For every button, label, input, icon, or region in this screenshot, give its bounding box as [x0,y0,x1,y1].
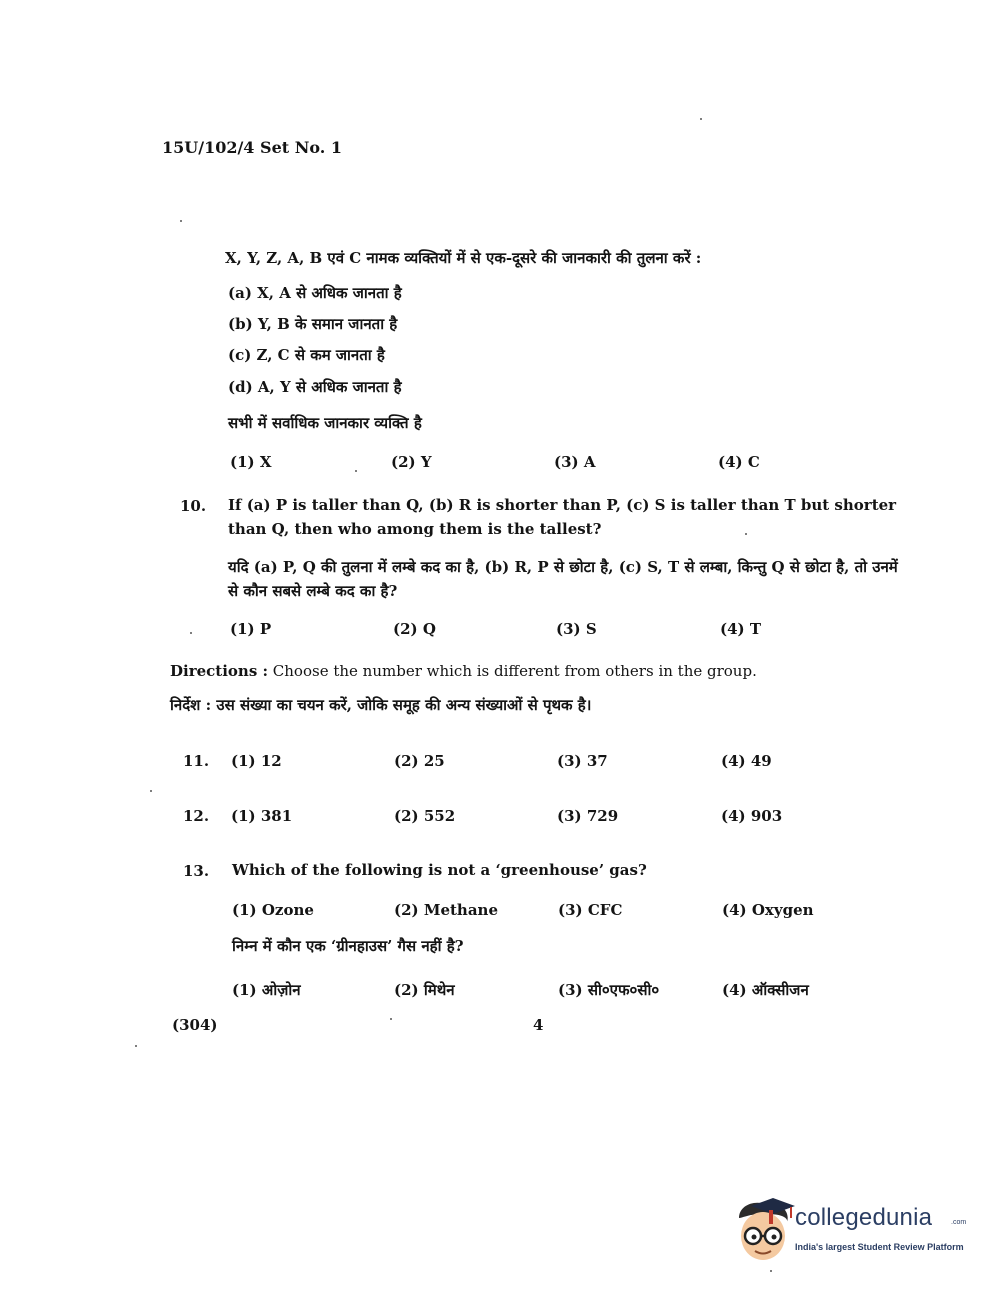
q12-option-4: (4) 903 [721,807,783,825]
q10-option-2: (2) Q [393,620,436,638]
page-number: 4 [533,1016,544,1034]
scan-speck [180,220,182,222]
q10-number: 10. [180,497,207,515]
q13-option-2-hi: (2) मिथेन [394,981,455,999]
q9-statement-b: (b) Y, B के समान जानता है [228,315,398,333]
q9-question: सभी में सर्वाधिक जानकार व्यक्ति है [228,414,422,432]
scan-speck [700,118,702,120]
q10-option-3: (3) S [556,620,597,638]
logo-tagline: India's largest Student Review Platform [795,1242,964,1252]
directions-label-en: Directions : [170,662,269,680]
directions-text-hi: उस संख्या का चयन करें, जोकि समूह की अन्य संख्याओं से पृथक है। [211,696,592,714]
q10-option-1: (1) P [230,620,272,638]
q9-option-3: (3) A [554,453,596,471]
scan-speck [745,533,747,535]
q12-option-3: (3) 729 [557,807,619,825]
paper-code-header: 15U/102/4 Set No. 1 [162,138,342,157]
directions-text-en: Choose the number which is different from others in the group. [268,662,757,680]
scan-speck [190,632,192,634]
q13-option-3-hi: (3) सी०एफ०सी० [558,981,660,999]
q13-option-2-en: (2) Methane [394,901,499,919]
q11-option-1: (1) 12 [231,752,282,770]
q13-option-4-hi: (4) ऑक्सीजन [722,981,809,999]
logo-domain-suffix: .com [951,1219,967,1226]
footer-paper-code: (304) [172,1016,218,1034]
q13-option-1-en: (1) Ozone [232,901,314,919]
q9-option-1: (1) X [230,453,272,471]
q10-text-hi: यदि (a) P, Q की तुलना में लम्बे कद का है, (b) R, P से छोटा है, (c) S, T से लम्बा, किन्तु Q से छोटा है, तो उनमें से कौन सबसे लम्बे कद का है? [228,558,898,600]
q13-option-4-en: (4) Oxygen [722,901,814,919]
q12-number: 12. [183,807,210,825]
q10-option-4: (4) T [720,620,762,638]
q13-number: 13. [183,862,210,880]
q9-option-4: (4) C [718,453,760,471]
q11-option-3: (3) 37 [557,752,608,770]
q10-text-en: If (a) P is taller than Q, (b) R is shorter than P, (c) S is taller than T but shorter than Q, then who among them is the tallest? [228,496,897,538]
q9-stem: X, Y, Z, A, B एवं C नामक व्यक्तियों में से एक-दूसरे की जानकारी की तुलना करें : [225,249,702,267]
directions-en [170,662,757,680]
q9-statement-c: (c) Z, C से कम जानता है [228,346,385,364]
q9-option-2: (2) Y [391,453,432,471]
q12-option-2: (2) 552 [394,807,456,825]
scan-speck [135,1045,137,1047]
q11-number: 11. [183,752,210,770]
q12-option-1: (1) 381 [231,807,293,825]
q13-option-1-hi: (1) ओज़ोन [232,981,301,999]
mascot-icon [739,1198,795,1260]
scan-speck [770,1270,772,1272]
q9-statement-a: (a) X, A से अधिक जानता है [228,284,402,302]
scan-speck [150,790,152,792]
logo-wordmark: collegedunia [795,1204,933,1231]
directions-label-hi: निर्देश : [170,696,212,714]
q11-option-2: (2) 25 [394,752,445,770]
q9-statement-d: (d) A, Y से अधिक जानता है [228,378,402,396]
directions-hi [170,695,591,715]
scan-speck [355,470,357,472]
q11-option-4: (4) 49 [721,752,772,770]
q13-option-3-en: (3) CFC [558,901,623,919]
q13-text-en: Which of the following is not a ‘greenhouse’ gas? [232,861,647,879]
scan-speck [390,1018,392,1020]
q13-text-hi: निम्न में कौन एक ‘ग्रीनहाउस’ गैस नहीं है? [232,937,464,955]
